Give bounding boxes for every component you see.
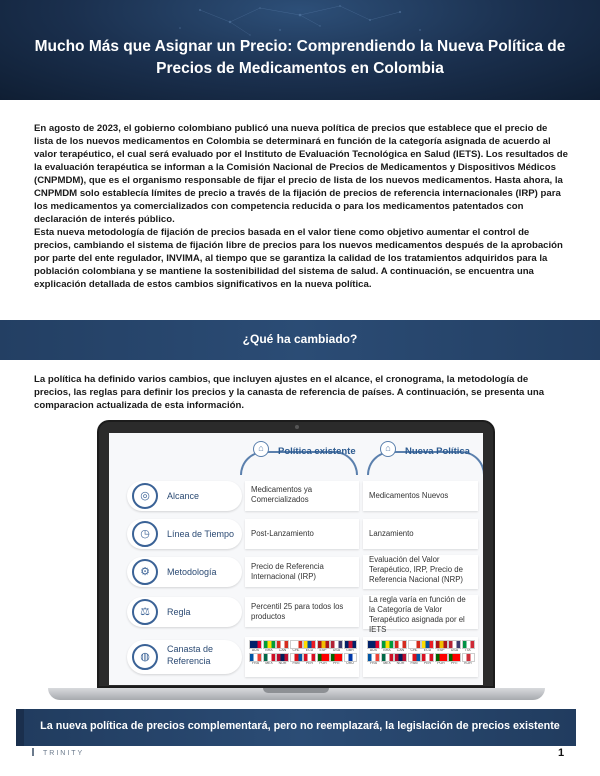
country-flag xyxy=(250,654,261,665)
header-banner xyxy=(0,0,600,100)
banner-text: La nueva política de precios complementará, pero no reemplazará, la legislación de precios existente xyxy=(40,720,560,732)
existing-cell: Medicamentos ya Comercializados xyxy=(245,481,359,511)
flag-grid-existing xyxy=(250,641,354,665)
country-code: ITA xyxy=(465,648,471,652)
country-code: POR xyxy=(319,661,327,665)
country-flag xyxy=(264,641,275,652)
country-flag xyxy=(331,641,342,652)
intro-paragraph-1: En agosto de 2023, el gobierno colombiano publicó una nueva política de precios que establece que el precio de lista de los nuevos medicamentos en Colombia se determinará en función de la categoría asignada de acuerdo al valor terapéutico, el cual será evaluado por el Instituto de Evaluación Tecnológica en Salud (IETS). Los resultados de la evaluación terapéutica se informan a la Comisión Nacional de Precios de Medicamentos y Dispositivos Médicos (CNPMDM), que es el organismo responsable de fijar el precio de lista de los nuevos medicamentos. Hasta ahora, la CNPMDM solo establecía límites de precio a través de la fijación de precios de referencia internacionales (IRP) para los medicamentos ya comercializados con competencia reducida o para los medicamentos patentados con declaración de interés público. xyxy=(34,123,569,225)
country-flag xyxy=(345,654,356,665)
country-flag xyxy=(449,641,460,652)
country-code: POR xyxy=(437,661,445,665)
country-flag xyxy=(395,641,406,652)
country-code: PRT xyxy=(333,661,340,665)
flag-icon xyxy=(368,654,379,661)
country-code: PAN xyxy=(410,661,418,665)
country-code: NOR xyxy=(396,661,405,665)
flag-icon xyxy=(318,654,329,661)
flag-icon xyxy=(277,641,288,648)
brand-name: TRINITY xyxy=(43,750,85,757)
table-row xyxy=(127,519,477,549)
country-code: ECU xyxy=(423,648,432,652)
flag-icon xyxy=(291,641,302,648)
country-code: MEX xyxy=(383,661,391,665)
country-flag xyxy=(368,654,379,665)
country-flag xyxy=(304,654,315,665)
column-header-new xyxy=(367,439,483,475)
scope-icon: ◎ xyxy=(132,483,158,509)
existing-cell: Percentil 25 para todos los productos xyxy=(245,597,359,627)
country-code: FRA xyxy=(252,661,259,665)
comparison-table xyxy=(109,433,483,685)
country-code: BRA xyxy=(383,648,391,652)
country-flag xyxy=(463,641,474,652)
table-row xyxy=(127,481,477,511)
country-flag xyxy=(422,654,433,665)
new-cell: Lanzamiento xyxy=(363,519,478,549)
laptop-frame xyxy=(97,420,495,688)
flag-icon xyxy=(395,654,406,661)
flag-icon xyxy=(264,641,275,648)
country-code: GBR xyxy=(346,648,354,652)
country-flag xyxy=(382,654,393,665)
scale-icon: ⚖ xyxy=(132,599,158,625)
country-code: ESP xyxy=(319,648,327,652)
flag-icon xyxy=(409,654,420,661)
gears-icon: ⚙ xyxy=(132,559,158,585)
table-row xyxy=(127,557,477,587)
trinity-logo xyxy=(32,748,84,757)
country-code: BRA xyxy=(265,648,273,652)
flag-icon xyxy=(345,641,356,648)
country-code: KOR xyxy=(464,661,472,665)
country-flag xyxy=(409,654,420,665)
flag-icon xyxy=(463,641,474,648)
flag-icon xyxy=(304,654,315,661)
new-cell: La regla varía en función de la Categoría de Valor Terapéutico asignada por el IETS xyxy=(363,595,478,629)
table-row xyxy=(127,637,477,677)
bottom-banner xyxy=(24,709,576,746)
country-flag xyxy=(331,654,342,665)
new-basket-cell xyxy=(363,637,478,677)
clock-icon: ◷ xyxy=(132,521,158,547)
new-cell: Medicamentos Nuevos xyxy=(363,481,478,511)
category-label: Regla xyxy=(167,607,191,617)
country-code: PER xyxy=(305,661,314,665)
country-flag xyxy=(422,641,433,652)
country-flag xyxy=(277,654,288,665)
building-icon: ⌂ xyxy=(253,441,269,457)
laptop-base xyxy=(48,688,545,700)
country-code: PAN xyxy=(292,661,300,665)
existing-cell: Precio de Referencia Internacional (IRP) xyxy=(245,557,359,587)
flag-icon xyxy=(463,654,474,661)
flag-icon xyxy=(449,641,460,648)
country-flag xyxy=(436,654,447,665)
flag-icon xyxy=(382,641,393,648)
flag-icon xyxy=(291,654,302,661)
column-header-existing xyxy=(240,439,358,475)
existing-basket-cell xyxy=(245,637,359,677)
country-code: PRT xyxy=(451,661,458,665)
category-cell xyxy=(127,481,242,511)
country-code: NOR xyxy=(278,661,287,665)
country-code: ESP xyxy=(437,648,445,652)
country-flag xyxy=(291,654,302,665)
flag-icon xyxy=(436,641,447,648)
column-new-label: Nueva Política xyxy=(405,446,470,457)
country-code: ECU xyxy=(305,648,314,652)
flag-icon xyxy=(331,654,342,661)
category-label: Línea de Tiempo xyxy=(167,529,235,539)
category-cell xyxy=(127,519,242,549)
category-cell xyxy=(127,640,242,674)
category-label: Canasta de Referencia xyxy=(167,644,214,666)
flag-icon xyxy=(382,654,393,661)
section-title: ¿Qué ha cambiado? xyxy=(242,332,358,346)
flag-icon xyxy=(277,654,288,661)
country-code: CHL xyxy=(292,648,300,652)
flag-icon xyxy=(331,641,342,648)
country-flag xyxy=(463,654,474,665)
existing-cell: Post-Lanzamiento xyxy=(245,519,359,549)
logo-mark xyxy=(32,748,40,756)
page-number: 1 xyxy=(558,747,565,759)
flag-icon xyxy=(436,654,447,661)
country-code: CHL xyxy=(410,648,418,652)
intro-paragraph-2: Esta nueva metodología de fijación de precios basada en el valor tiene como objetivo aumentar el control de precios, cambiando el sistema de fijación libre de precios para los nuevos medicamentos después de la aprobación por parte del ente regulador, INVIMA, al tiempo que se garantiza la calidad de los tratamientos adquiridos para la población colombiana y se mantiene la sostenibilidad del sistema de salud. A continuación, se encuentra una explicación detallada de estos cambios significativos en la nueva política. xyxy=(34,227,563,290)
new-cell: Evaluación del Valor Terapéutico, IRP, Precio de Referencia Nacional (NRP) xyxy=(363,555,478,589)
country-code: USA xyxy=(450,648,459,652)
country-code: AUS xyxy=(251,648,260,652)
country-code: FRA xyxy=(370,661,377,665)
category-label: Alcance xyxy=(167,491,200,501)
flag-icon xyxy=(368,641,379,648)
country-flag xyxy=(277,641,288,652)
country-flag xyxy=(449,654,460,665)
flag-icon xyxy=(449,654,460,661)
country-code: CAN xyxy=(396,648,405,652)
flag-icon xyxy=(422,641,433,648)
country-flag xyxy=(409,641,420,652)
flag-icon xyxy=(304,641,315,648)
camera-dot xyxy=(295,425,299,429)
table-row xyxy=(127,595,477,634)
country-code: CAN xyxy=(278,648,287,652)
building-icon: ⌂ xyxy=(380,441,396,457)
country-code: URU xyxy=(346,661,354,665)
country-flag xyxy=(382,641,393,652)
category-label: Metodología xyxy=(167,567,217,577)
globe-icon: ◍ xyxy=(132,644,158,670)
country-flag xyxy=(304,641,315,652)
country-code: PER xyxy=(423,661,432,665)
country-code: AUS xyxy=(369,648,378,652)
country-flag xyxy=(345,641,356,652)
flag-icon xyxy=(250,654,261,661)
column-existing-label: Política existente xyxy=(278,446,356,457)
country-flag xyxy=(368,641,379,652)
category-cell xyxy=(127,597,242,627)
country-flag xyxy=(291,641,302,652)
flag-icon xyxy=(345,654,356,661)
country-flag xyxy=(436,641,447,652)
flag-icon xyxy=(250,641,261,648)
flag-icon xyxy=(264,654,275,661)
flag-icon xyxy=(318,641,329,648)
flag-grid-new xyxy=(368,641,473,665)
country-flag xyxy=(264,654,275,665)
country-code: USA xyxy=(332,648,341,652)
country-flag xyxy=(250,641,261,652)
category-cell xyxy=(127,557,242,587)
flag-icon xyxy=(409,641,420,648)
section-paragraph: La política ha definido varios cambios, que incluyen ajustes en el alcance, el cronograma, la metodología de precios, las reglas para definir los precios y la canasta de referencia de países. A continuación, se presenta una comparacion actualizada de esta información. xyxy=(34,374,545,411)
country-flag xyxy=(318,641,329,652)
country-code: MEX xyxy=(265,661,273,665)
country-flag xyxy=(318,654,329,665)
flag-icon xyxy=(395,641,406,648)
country-flag xyxy=(395,654,406,665)
page-title: Mucho Más que Asignar un Precio: Comprendiendo la Nueva Política de Precios de Medicamentos en Colombia xyxy=(34,38,566,77)
laptop-notch xyxy=(263,688,329,693)
section-band xyxy=(0,320,600,360)
flag-icon xyxy=(422,654,433,661)
